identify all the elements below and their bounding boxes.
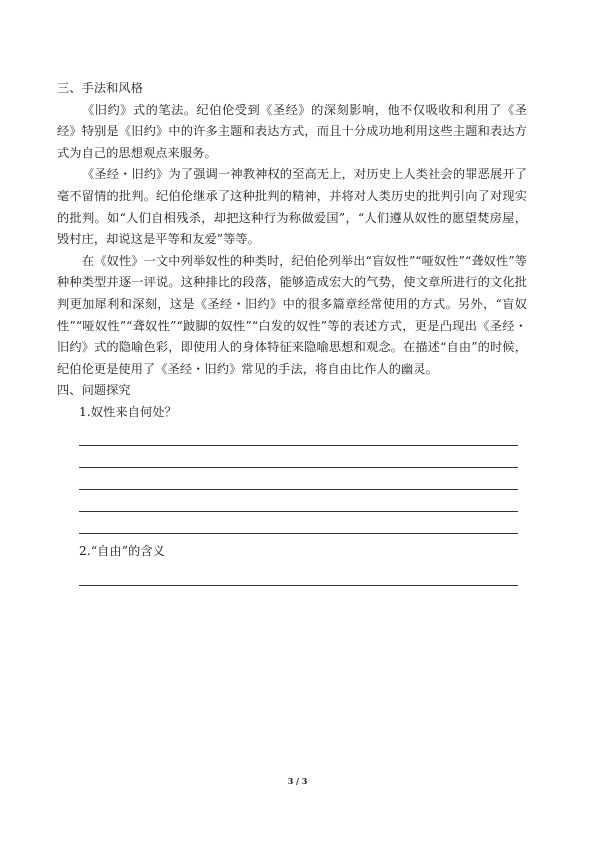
- answer-line: [79, 585, 518, 586]
- page-content: [57, 78, 527, 586]
- section-heading-techniques: 三、手法和风格: [57, 81, 144, 95]
- paragraph: 《旧约》式的笔法。纪伯伦受到《圣经》的深刻影响，他不仅吸收和利用了《圣经》特别是《旧约》中的许多主题和表达方式，而且十分成功地利用这些主题和表达方式为自己的思想观点来服务。: [57, 102, 527, 160]
- question-2: 2.“自由”的含义: [79, 544, 165, 559]
- paragraph: 在《奴性》一文中列举奴性的种类时，纪伯伦列举出“盲奴性”“哑奴性”“聋奴性”等种种类型并逐一评说。这种排比的段落，能够造成宏大的气势，使文章所进行的文化批判更加犀利和深刻，这是《圣经・旧约》中的很多篇章经常使用的方式。另外，“盲奴性”“哑奴性”“聋奴性”“跛脚的奴性”“白发的奴性”等的表述方式，更是凸现出《圣经・旧约》式的隐喻色彩，即使用人的身体特征来隐喻思想和观念。在描述“自由”的时候，纪伯伦更是使用了《圣经・旧约》常见的手法，将自由比作人的幽灵。: [57, 253, 527, 376]
- answer-area-1: [57, 445, 527, 535]
- answer-line: [79, 445, 518, 446]
- answer-area-2: [57, 585, 527, 586]
- page-number: 3 / 3: [287, 776, 308, 786]
- answer-line: [79, 533, 518, 534]
- answer-line: [79, 489, 518, 490]
- answer-line: [79, 467, 518, 468]
- question-1: 1.奴性来自何处？: [79, 404, 177, 419]
- section-heading-inquiry: 四、问题探究: [57, 383, 131, 398]
- answer-line: [79, 511, 518, 512]
- paragraph: 《圣经・旧约》为了强调一神教神权的至高无上，对历史上人类社会的罪恶展开了毫不留情的批判。纪伯伦继承了这种批判的精神，并将对人类历史的批判引向了对现实的批判。如“人们自相残杀，却把这种行为称做爱国”，“人们遵从奴性的愿望焚房屋，毁村庄，却说这是平等和友爱”等等。: [57, 167, 527, 247]
